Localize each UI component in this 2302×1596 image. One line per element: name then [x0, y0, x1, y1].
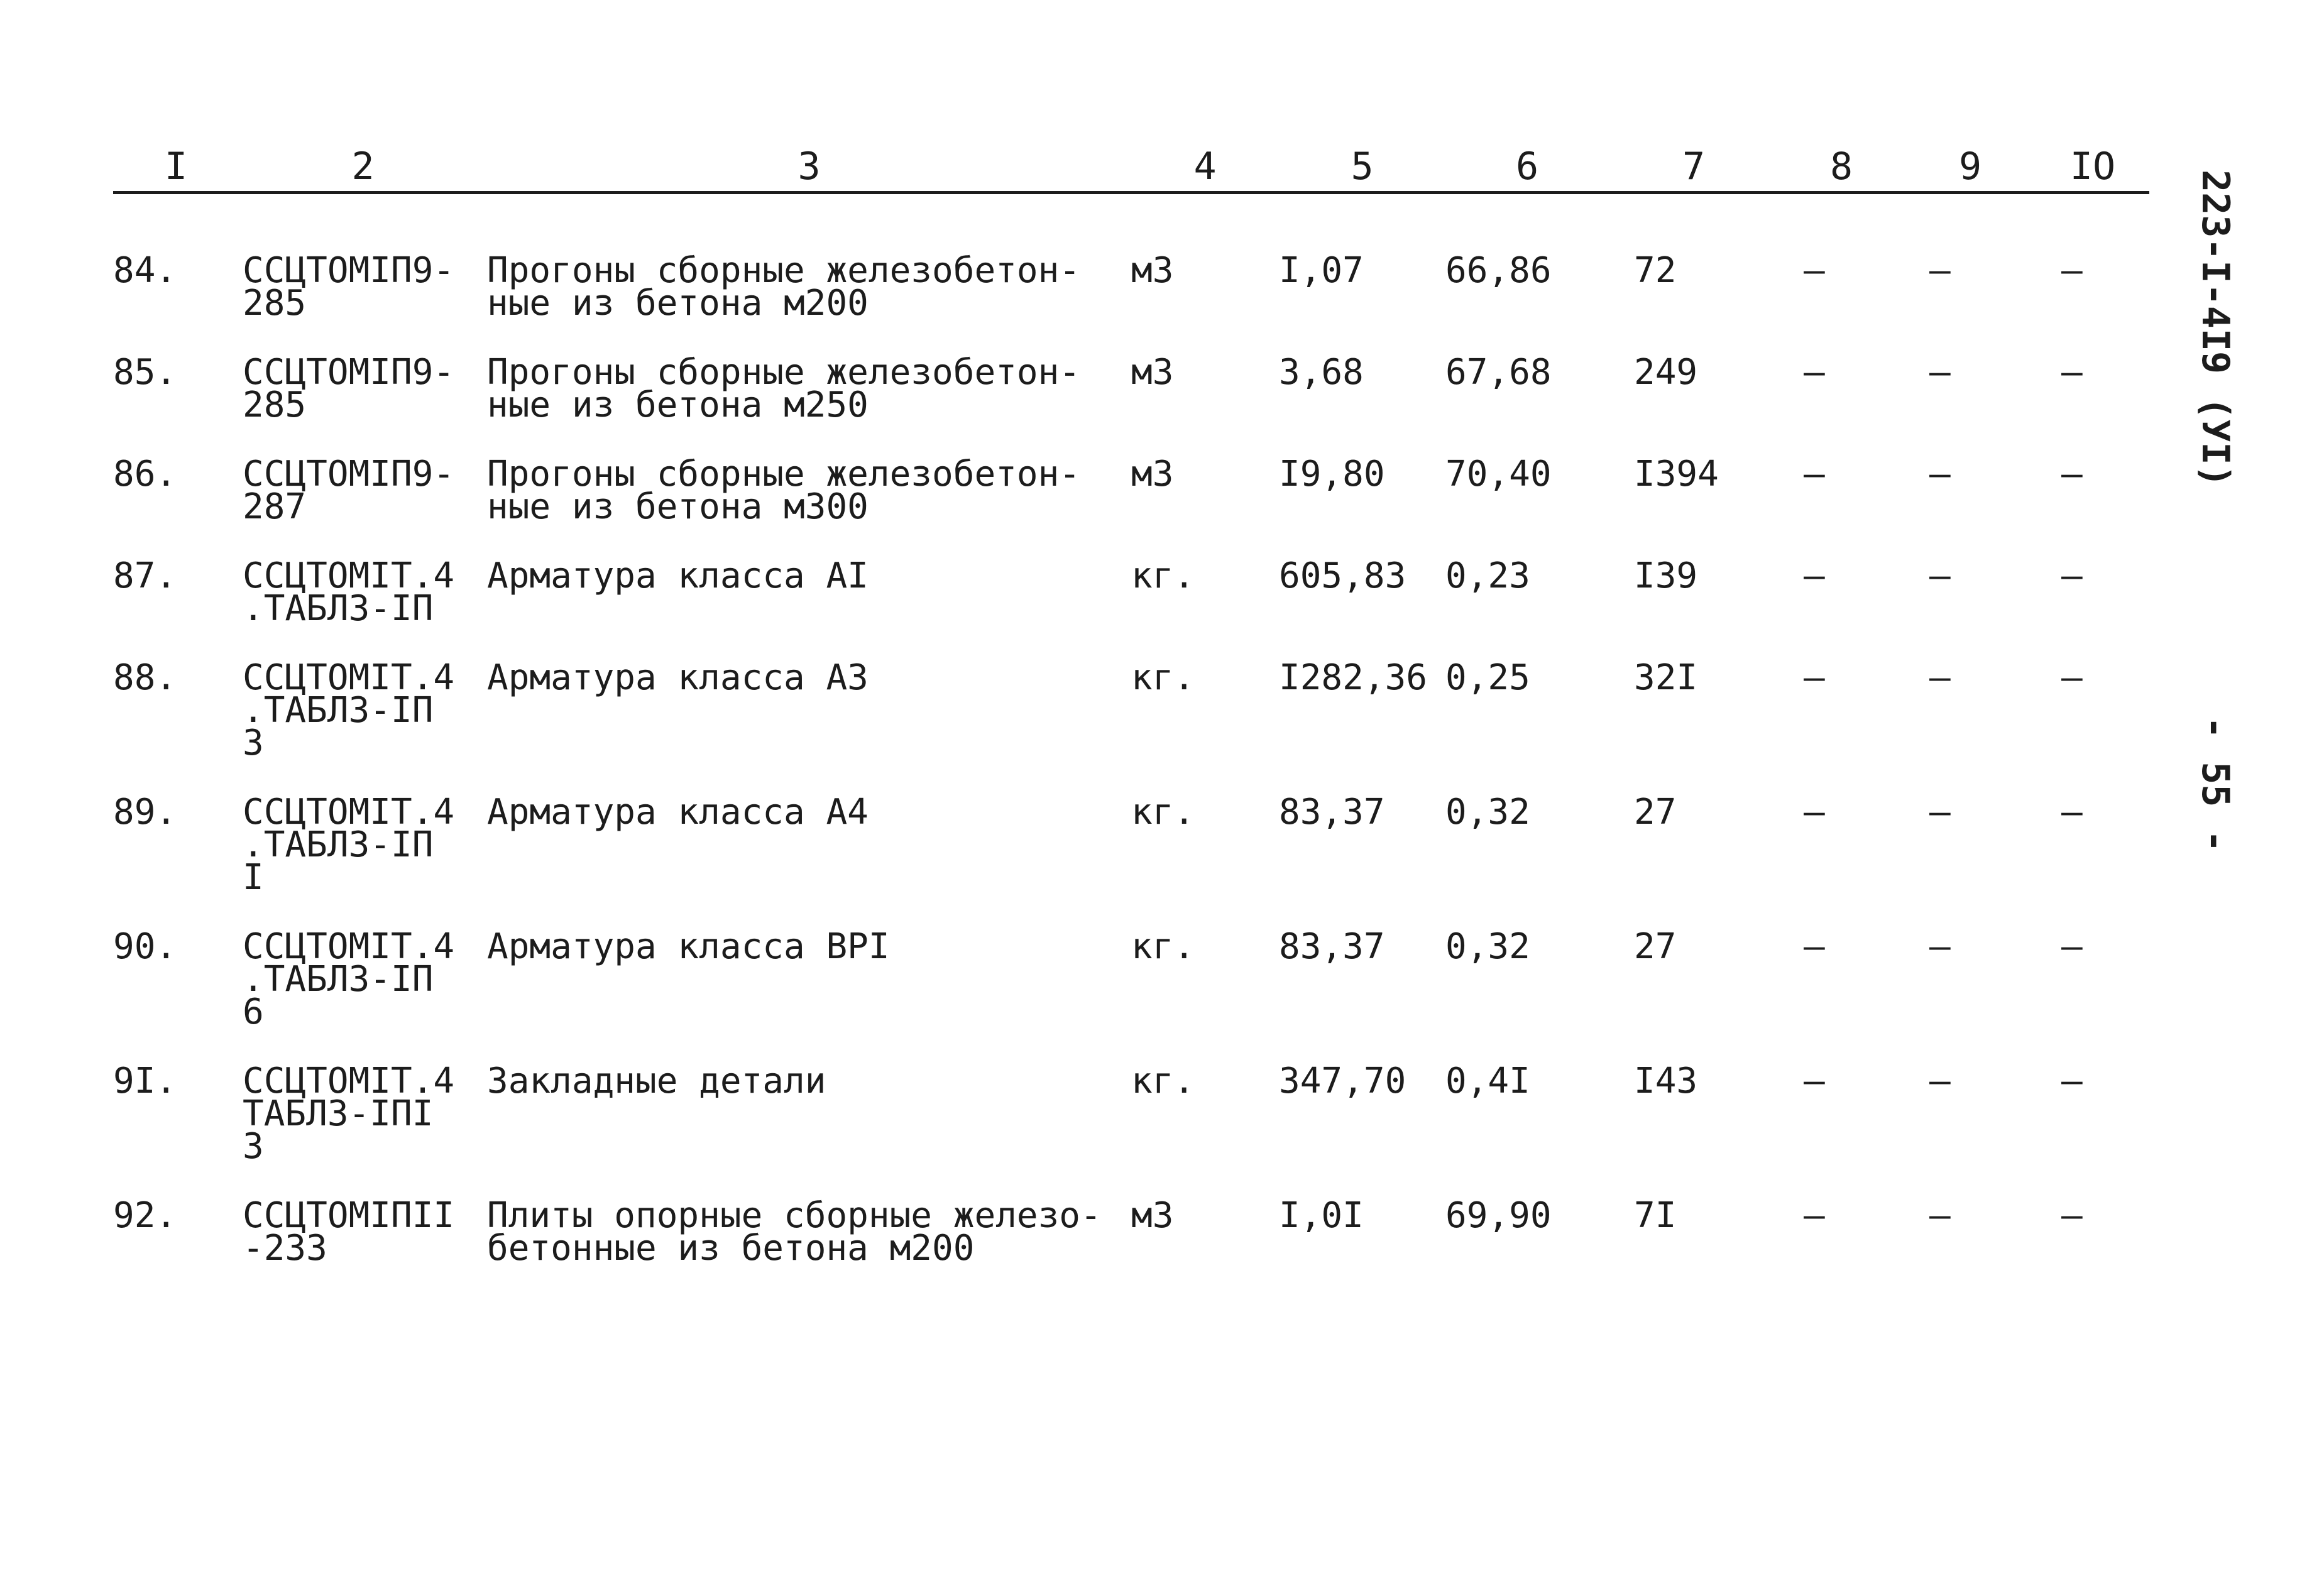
price-code: ССЦТОМIП9- 285	[243, 250, 455, 324]
row-number: 88.	[113, 662, 177, 698]
row-number: 86.	[113, 458, 177, 495]
unit-price: 0,32	[1445, 796, 1530, 833]
col10-value: –	[2061, 560, 2083, 596]
table-row	[113, 931, 2149, 1065]
col8-value: –	[1804, 662, 1825, 698]
row-number: 84.	[113, 250, 177, 291]
item-name: Закладные детали	[487, 1065, 826, 1101]
column-header: 7	[1609, 145, 1779, 193]
table-row	[113, 1200, 2149, 1281]
estimate-table	[113, 145, 2149, 1281]
unit: м3	[1131, 458, 1174, 495]
row-number: 9I.	[113, 1065, 177, 1101]
table-row	[113, 1065, 2149, 1200]
unit-price: 66,86	[1445, 250, 1552, 291]
col9-value: –	[1929, 662, 1951, 698]
total: I43	[1634, 1065, 1698, 1101]
col9-value: –	[1929, 250, 1951, 291]
row-number: 85.	[113, 356, 177, 393]
total: 249	[1634, 356, 1698, 393]
unit-price: 69,90	[1445, 1200, 1552, 1236]
col8-value: –	[1804, 250, 1825, 291]
col8-value: –	[1804, 1200, 1825, 1236]
column-header: 6	[1445, 145, 1609, 193]
total: I39	[1634, 560, 1698, 596]
quantity: I9,80	[1279, 458, 1385, 495]
unit-price: 0,25	[1445, 662, 1530, 698]
item-name: Арматура класса А4	[487, 796, 869, 833]
column-header: IO	[2036, 145, 2149, 193]
row-number: 87.	[113, 560, 177, 596]
price-code: ССЦТОМIТ.4 .ТАБЛ3-IП 3	[243, 662, 455, 763]
table-body	[113, 193, 2149, 1282]
col10-value: –	[2061, 931, 2083, 967]
unit: кг.	[1131, 931, 1195, 967]
unit: м3	[1131, 356, 1174, 393]
price-code: ССЦТОМIТ.4 ТАБЛ3-IПI 3	[243, 1065, 455, 1167]
table-row	[113, 560, 2149, 662]
quantity: 605,83	[1279, 560, 1406, 596]
unit-price: 70,40	[1445, 458, 1552, 495]
unit-price: 0,32	[1445, 931, 1530, 967]
col9-value: –	[1929, 560, 1951, 596]
quantity: I,07	[1279, 250, 1364, 291]
table-row	[113, 458, 2149, 560]
column-header: 3	[487, 145, 1131, 193]
col8-value: –	[1804, 1065, 1825, 1101]
total: 27	[1634, 931, 1677, 967]
table-row	[113, 796, 2149, 931]
col10-value: –	[2061, 1200, 2083, 1236]
total: 72	[1634, 250, 1677, 291]
total: 27	[1634, 796, 1677, 833]
price-code: ССЦТОМIТ.4 .ТАБЛ3-IП I	[243, 796, 455, 898]
unit: м3	[1131, 1200, 1174, 1236]
column-header: 8	[1779, 145, 1904, 193]
page-number: - 55 -	[2193, 716, 2237, 853]
col9-value: –	[1929, 356, 1951, 393]
unit-price: 0,23	[1445, 560, 1530, 596]
table-row	[113, 662, 2149, 796]
item-name: Прогоны сборные железобетон- ные из бетона м250	[487, 356, 1081, 425]
item-name: Прогоны сборные железобетон- ные из бетона м300	[487, 458, 1081, 527]
total: I394	[1634, 458, 1719, 495]
quantity: I,0I	[1279, 1200, 1364, 1236]
column-header: 2	[239, 145, 487, 193]
unit: кг.	[1131, 1065, 1195, 1101]
col8-value: –	[1804, 560, 1825, 596]
quantity: 83,37	[1279, 931, 1385, 967]
col9-value: –	[1929, 1065, 1951, 1101]
item-name: Арматура класса А3	[487, 662, 869, 698]
price-code: ССЦТОМIТ.4 .ТАБЛ3-IП	[243, 560, 455, 629]
column-header: 9	[1904, 145, 2036, 193]
document-code: 223-I-4I9 (УI)	[2193, 170, 2237, 488]
price-code: ССЦТОМIТ.4 .ТАБЛ3-IП 6	[243, 931, 455, 1032]
col8-value: –	[1804, 796, 1825, 833]
column-header: 4	[1131, 145, 1279, 193]
column-header: 5	[1279, 145, 1445, 193]
col10-value: –	[2061, 458, 2083, 495]
col8-value: –	[1804, 356, 1825, 393]
item-name: Арматура класса ВРI	[487, 931, 890, 967]
quantity: 3,68	[1279, 356, 1364, 393]
col10-value: –	[2061, 1065, 2083, 1101]
col10-value: –	[2061, 662, 2083, 698]
column-header: I	[113, 145, 239, 193]
quantity: I282,36	[1279, 662, 1428, 698]
col9-value: –	[1929, 796, 1951, 833]
header-row	[113, 145, 2149, 193]
col10-value: –	[2061, 356, 2083, 393]
unit: кг.	[1131, 796, 1195, 833]
total: 32I	[1634, 662, 1698, 698]
col8-value: –	[1804, 458, 1825, 495]
table-row	[113, 356, 2149, 458]
price-code: ССЦТОМIП9- 287	[243, 458, 455, 527]
unit-price: 67,68	[1445, 356, 1552, 393]
row-number: 92.	[113, 1200, 177, 1236]
unit: кг.	[1131, 662, 1195, 698]
col9-value: –	[1929, 458, 1951, 495]
col8-value: –	[1804, 931, 1825, 967]
unit: м3	[1131, 250, 1174, 291]
total: 7I	[1634, 1200, 1677, 1236]
row-number: 89.	[113, 796, 177, 833]
quantity: 347,70	[1279, 1065, 1406, 1101]
table-header	[113, 145, 2149, 193]
table-row	[113, 193, 2149, 357]
col10-value: –	[2061, 250, 2083, 291]
price-code: ССЦТОМIПII -233	[243, 1200, 455, 1269]
unit-price: 0,4I	[1445, 1065, 1530, 1101]
item-name: Плиты опорные сборные железо- бетонные из бетона м200	[487, 1200, 1102, 1269]
row-number: 90.	[113, 931, 177, 967]
col9-value: –	[1929, 931, 1951, 967]
col10-value: –	[2061, 796, 2083, 833]
item-name: Арматура класса АI	[487, 560, 869, 596]
unit: кг.	[1131, 560, 1195, 596]
item-name: Прогоны сборные железобетон- ные из бетона м200	[487, 250, 1081, 324]
price-code: ССЦТОМIП9- 285	[243, 356, 455, 425]
col9-value: –	[1929, 1200, 1951, 1236]
quantity: 83,37	[1279, 796, 1385, 833]
